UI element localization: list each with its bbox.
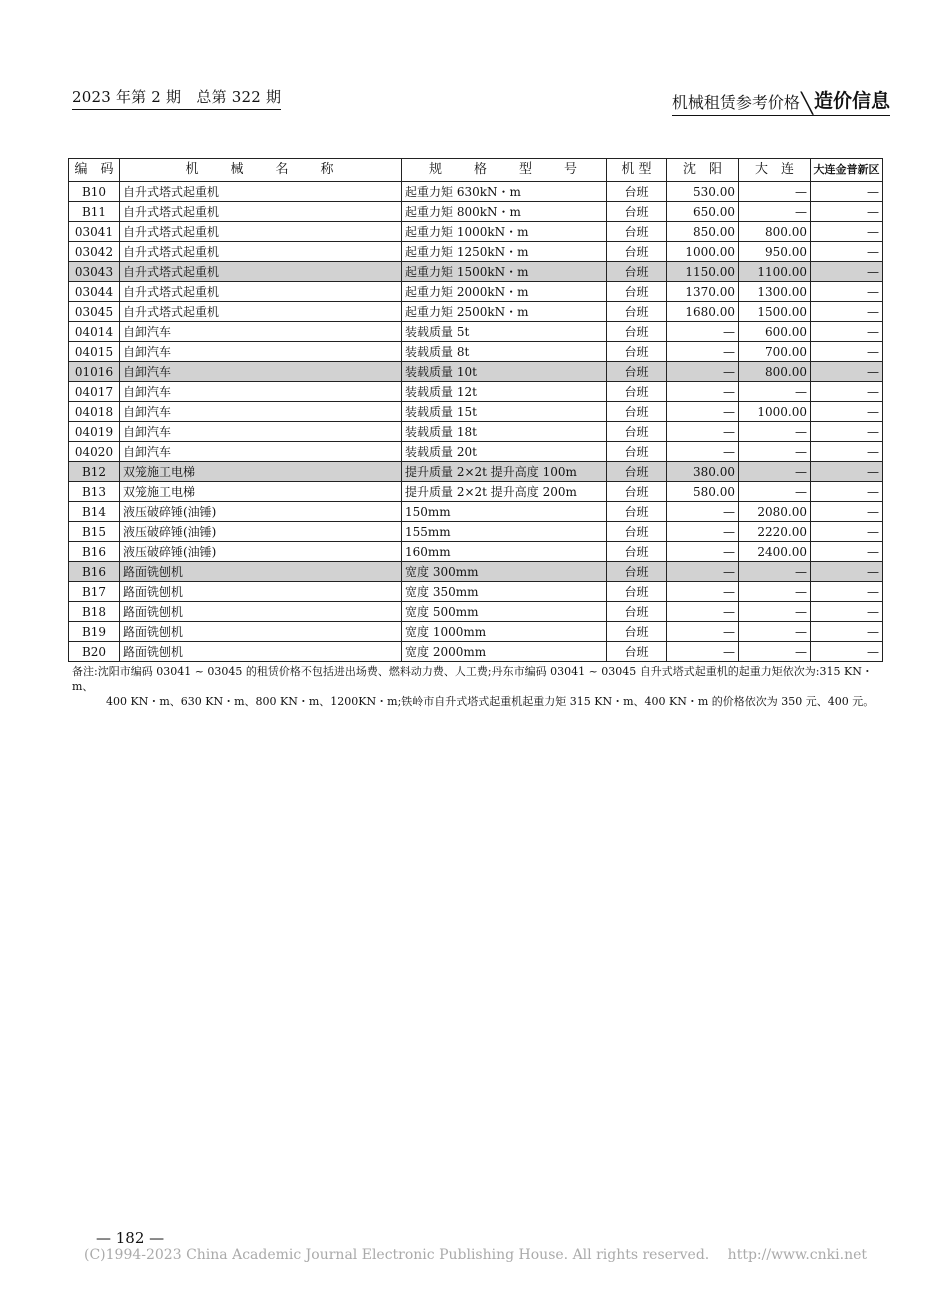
cell-shenyang: — bbox=[667, 562, 739, 582]
cell-type: 台班 bbox=[607, 302, 667, 322]
col-header-spec: 规 格 型 号 bbox=[402, 159, 607, 182]
col-header-type: 机 型 bbox=[607, 159, 667, 182]
cell-shenyang: — bbox=[667, 502, 739, 522]
cell-code: B12 bbox=[69, 462, 120, 482]
cell-jinpu: — bbox=[811, 522, 883, 542]
table-row bbox=[69, 282, 883, 302]
cell-dalian: — bbox=[739, 462, 811, 482]
cell-dalian: — bbox=[739, 182, 811, 202]
cell-type: 台班 bbox=[607, 462, 667, 482]
cell-shenyang: — bbox=[667, 542, 739, 562]
cell-dalian: 1300.00 bbox=[739, 282, 811, 302]
cell-name: 自卸汽车 bbox=[120, 442, 402, 462]
cell-dalian: 1000.00 bbox=[739, 402, 811, 422]
cell-shenyang: — bbox=[667, 582, 739, 602]
cell-shenyang: 1150.00 bbox=[667, 262, 739, 282]
cell-dalian: — bbox=[739, 562, 811, 582]
note-line-1: 备注:沈阳市编码 03041 ~ 03045 的租赁价格不包括进出场费、燃料动力费、人工费;丹东市编码 03041 ~ 03045 自升式塔式起重机的起重力矩依次为:315 KN・m、 bbox=[72, 665, 873, 693]
cell-shenyang: — bbox=[667, 522, 739, 542]
cell-name: 自升式塔式起重机 bbox=[120, 282, 402, 302]
cell-dalian: 700.00 bbox=[739, 342, 811, 362]
section-divider: ╲ bbox=[800, 91, 813, 115]
cell-jinpu: — bbox=[811, 562, 883, 582]
cell-spec: 宽度 1000mm bbox=[402, 622, 607, 642]
cell-type: 台班 bbox=[607, 362, 667, 382]
cell-type: 台班 bbox=[607, 642, 667, 662]
table-row bbox=[69, 422, 883, 442]
table-row bbox=[69, 362, 883, 382]
cell-jinpu: — bbox=[811, 442, 883, 462]
cell-dalian: — bbox=[739, 582, 811, 602]
cell-type: 台班 bbox=[607, 202, 667, 222]
table-row bbox=[69, 462, 883, 482]
cell-shenyang: 380.00 bbox=[667, 462, 739, 482]
cell-dalian: 950.00 bbox=[739, 242, 811, 262]
table-row bbox=[69, 262, 883, 282]
cell-type: 台班 bbox=[607, 582, 667, 602]
cell-spec: 宽度 300mm bbox=[402, 562, 607, 582]
cell-dalian: — bbox=[739, 642, 811, 662]
cell-code: 04015 bbox=[69, 342, 120, 362]
cell-name: 自升式塔式起重机 bbox=[120, 222, 402, 242]
cell-dalian: 600.00 bbox=[739, 322, 811, 342]
cell-dalian: — bbox=[739, 382, 811, 402]
cell-spec: 宽度 350mm bbox=[402, 582, 607, 602]
cell-shenyang: — bbox=[667, 422, 739, 442]
cell-shenyang: 580.00 bbox=[667, 482, 739, 502]
cell-jinpu: — bbox=[811, 202, 883, 222]
cell-code: B10 bbox=[69, 182, 120, 202]
cell-dalian: 2400.00 bbox=[739, 542, 811, 562]
cell-type: 台班 bbox=[607, 182, 667, 202]
cell-spec: 起重力矩 630kN・m bbox=[402, 182, 607, 202]
cell-jinpu: — bbox=[811, 302, 883, 322]
table-row bbox=[69, 442, 883, 462]
table-body bbox=[69, 182, 883, 662]
cell-type: 台班 bbox=[607, 282, 667, 302]
cell-type: 台班 bbox=[607, 262, 667, 282]
table-row bbox=[69, 202, 883, 222]
table-row bbox=[69, 382, 883, 402]
note-line-2: 400 KN・m、630 KN・m、800 KN・m、1200KN・m;铁岭市自升式塔式起重机起重力矩 315 KN・m、400 KN・m 的价格依次为 350 元、400 元。 bbox=[106, 695, 875, 708]
cell-name: 自卸汽车 bbox=[120, 322, 402, 342]
cell-shenyang: 530.00 bbox=[667, 182, 739, 202]
cell-spec: 起重力矩 1250kN・m bbox=[402, 242, 607, 262]
cell-name: 自升式塔式起重机 bbox=[120, 202, 402, 222]
table-row bbox=[69, 642, 883, 662]
table-row bbox=[69, 222, 883, 242]
col-header-code: 编 码 bbox=[69, 159, 120, 182]
cell-jinpu: — bbox=[811, 462, 883, 482]
cell-spec: 装载质量 8t bbox=[402, 342, 607, 362]
cell-dalian: 2220.00 bbox=[739, 522, 811, 542]
cell-jinpu: — bbox=[811, 622, 883, 642]
cell-type: 台班 bbox=[607, 402, 667, 422]
page-number: — 182 — bbox=[96, 1229, 165, 1247]
cell-shenyang: — bbox=[667, 642, 739, 662]
cell-shenyang: — bbox=[667, 622, 739, 642]
cell-jinpu: — bbox=[811, 402, 883, 422]
cell-jinpu: — bbox=[811, 322, 883, 342]
cell-jinpu: — bbox=[811, 382, 883, 402]
cell-code: 01016 bbox=[69, 362, 120, 382]
cell-spec: 150mm bbox=[402, 502, 607, 522]
table-row bbox=[69, 322, 883, 342]
col-header-shenyang: 沈 阳 bbox=[667, 159, 739, 182]
cell-name: 路面铣刨机 bbox=[120, 602, 402, 622]
cell-spec: 起重力矩 1000kN・m bbox=[402, 222, 607, 242]
cell-code: 04014 bbox=[69, 322, 120, 342]
cell-jinpu: — bbox=[811, 602, 883, 622]
cell-jinpu: — bbox=[811, 422, 883, 442]
cell-code: 04018 bbox=[69, 402, 120, 422]
cell-spec: 装载质量 12t bbox=[402, 382, 607, 402]
cell-type: 台班 bbox=[607, 522, 667, 542]
cell-shenyang: 650.00 bbox=[667, 202, 739, 222]
cell-name: 路面铣刨机 bbox=[120, 642, 402, 662]
cell-name: 路面铣刨机 bbox=[120, 582, 402, 602]
table-row bbox=[69, 622, 883, 642]
cell-type: 台班 bbox=[607, 382, 667, 402]
cell-code: 03045 bbox=[69, 302, 120, 322]
cell-jinpu: — bbox=[811, 262, 883, 282]
cell-code: 04019 bbox=[69, 422, 120, 442]
cell-jinpu: — bbox=[811, 362, 883, 382]
cell-dalian: — bbox=[739, 442, 811, 462]
table-row bbox=[69, 402, 883, 422]
copyright-watermark: (C)1994-2023 China Academic Journal Electronic Publishing House. All rights reserved. http://www.cnki.net bbox=[84, 1247, 868, 1263]
cell-name: 自卸汽车 bbox=[120, 382, 402, 402]
cell-name: 路面铣刨机 bbox=[120, 562, 402, 582]
cell-type: 台班 bbox=[607, 482, 667, 502]
cell-name: 液压破碎锤(油锤) bbox=[120, 502, 402, 522]
issue-info: 2023 年第 2 期 总第 322 期 bbox=[72, 86, 281, 110]
table-header-row bbox=[69, 159, 883, 182]
cell-spec: 提升质量 2×2t 提升高度 100m bbox=[402, 462, 607, 482]
section-title bbox=[672, 86, 890, 116]
table-row bbox=[69, 342, 883, 362]
cell-type: 台班 bbox=[607, 342, 667, 362]
table-row bbox=[69, 302, 883, 322]
cell-code: 04020 bbox=[69, 442, 120, 462]
cell-jinpu: — bbox=[811, 582, 883, 602]
cell-code: 03041 bbox=[69, 222, 120, 242]
cell-type: 台班 bbox=[607, 562, 667, 582]
cell-type: 台班 bbox=[607, 222, 667, 242]
cell-name: 自升式塔式起重机 bbox=[120, 182, 402, 202]
cell-name: 自升式塔式起重机 bbox=[120, 302, 402, 322]
cell-name: 双笼施工电梯 bbox=[120, 482, 402, 502]
col-header-dalian: 大 连 bbox=[739, 159, 811, 182]
cell-spec: 装载质量 5t bbox=[402, 322, 607, 342]
cell-type: 台班 bbox=[607, 242, 667, 262]
col-header-name: 机 械 名 称 bbox=[120, 159, 402, 182]
cell-jinpu: — bbox=[811, 502, 883, 522]
cell-name: 双笼施工电梯 bbox=[120, 462, 402, 482]
cell-spec: 起重力矩 1500kN・m bbox=[402, 262, 607, 282]
cell-dalian: 800.00 bbox=[739, 362, 811, 382]
cell-spec: 装载质量 10t bbox=[402, 362, 607, 382]
cell-spec: 装载质量 15t bbox=[402, 402, 607, 422]
cell-name: 自升式塔式起重机 bbox=[120, 242, 402, 262]
cell-code: 04017 bbox=[69, 382, 120, 402]
cell-jinpu: — bbox=[811, 282, 883, 302]
cell-type: 台班 bbox=[607, 442, 667, 462]
cell-dalian: — bbox=[739, 602, 811, 622]
cell-code: B13 bbox=[69, 482, 120, 502]
cell-dalian: — bbox=[739, 202, 811, 222]
cell-name: 自升式塔式起重机 bbox=[120, 262, 402, 282]
table-note bbox=[72, 664, 892, 709]
cell-code: B20 bbox=[69, 642, 120, 662]
table-row bbox=[69, 542, 883, 562]
table-row bbox=[69, 562, 883, 582]
rental-price-table bbox=[68, 158, 883, 662]
cell-shenyang: — bbox=[667, 402, 739, 422]
cell-code: B18 bbox=[69, 602, 120, 622]
table-row bbox=[69, 582, 883, 602]
cell-jinpu: — bbox=[811, 242, 883, 262]
cell-dalian: 1500.00 bbox=[739, 302, 811, 322]
cell-dalian: — bbox=[739, 622, 811, 642]
cell-jinpu: — bbox=[811, 482, 883, 502]
cell-shenyang: — bbox=[667, 602, 739, 622]
cell-dalian: 800.00 bbox=[739, 222, 811, 242]
cell-shenyang: — bbox=[667, 362, 739, 382]
cell-code: B17 bbox=[69, 582, 120, 602]
cell-type: 台班 bbox=[607, 622, 667, 642]
cell-shenyang: — bbox=[667, 382, 739, 402]
cell-code: B19 bbox=[69, 622, 120, 642]
cell-jinpu: — bbox=[811, 222, 883, 242]
cell-dalian: 2080.00 bbox=[739, 502, 811, 522]
cell-name: 液压破碎锤(油锤) bbox=[120, 542, 402, 562]
cell-type: 台班 bbox=[607, 602, 667, 622]
table-row bbox=[69, 602, 883, 622]
cell-code: B16 bbox=[69, 542, 120, 562]
table-row bbox=[69, 522, 883, 542]
cell-type: 台班 bbox=[607, 422, 667, 442]
section-main-title: 造价信息 bbox=[813, 90, 890, 112]
cell-type: 台班 bbox=[607, 322, 667, 342]
table-row bbox=[69, 182, 883, 202]
cell-spec: 宽度 500mm bbox=[402, 602, 607, 622]
cell-spec: 155mm bbox=[402, 522, 607, 542]
col-header-jinpu: 大连金普新区 bbox=[811, 159, 883, 182]
cell-code: B14 bbox=[69, 502, 120, 522]
cell-name: 自卸汽车 bbox=[120, 422, 402, 442]
cell-jinpu: — bbox=[811, 542, 883, 562]
cell-type: 台班 bbox=[607, 502, 667, 522]
cell-jinpu: — bbox=[811, 642, 883, 662]
cell-spec: 起重力矩 800kN・m bbox=[402, 202, 607, 222]
cell-name: 液压破碎锤(油锤) bbox=[120, 522, 402, 542]
cell-name: 路面铣刨机 bbox=[120, 622, 402, 642]
cell-code: B16 bbox=[69, 562, 120, 582]
cell-shenyang: 850.00 bbox=[667, 222, 739, 242]
cell-spec: 起重力矩 2500kN・m bbox=[402, 302, 607, 322]
cell-code: 03043 bbox=[69, 262, 120, 282]
cell-spec: 起重力矩 2000kN・m bbox=[402, 282, 607, 302]
cell-spec: 装载质量 20t bbox=[402, 442, 607, 462]
table-row bbox=[69, 482, 883, 502]
table-row bbox=[69, 242, 883, 262]
cell-shenyang: 1000.00 bbox=[667, 242, 739, 262]
table-row bbox=[69, 502, 883, 522]
cell-shenyang: — bbox=[667, 322, 739, 342]
cell-spec: 装载质量 18t bbox=[402, 422, 607, 442]
cell-shenyang: — bbox=[667, 342, 739, 362]
cell-name: 自卸汽车 bbox=[120, 362, 402, 382]
cell-jinpu: — bbox=[811, 342, 883, 362]
cell-shenyang: 1680.00 bbox=[667, 302, 739, 322]
cell-shenyang: — bbox=[667, 442, 739, 462]
cell-spec: 提升质量 2×2t 提升高度 200m bbox=[402, 482, 607, 502]
cell-spec: 160mm bbox=[402, 542, 607, 562]
cell-dalian: 1100.00 bbox=[739, 262, 811, 282]
cell-code: 03042 bbox=[69, 242, 120, 262]
cell-code: B11 bbox=[69, 202, 120, 222]
section-subtitle: 机械租赁参考价格 bbox=[671, 93, 800, 112]
cell-dalian: — bbox=[739, 482, 811, 502]
cell-code: B15 bbox=[69, 522, 120, 542]
cell-spec: 宽度 2000mm bbox=[402, 642, 607, 662]
cell-name: 自卸汽车 bbox=[120, 342, 402, 362]
cell-dalian: — bbox=[739, 422, 811, 442]
cell-code: 03044 bbox=[69, 282, 120, 302]
cell-name: 自卸汽车 bbox=[120, 402, 402, 422]
cell-jinpu: — bbox=[811, 182, 883, 202]
cell-shenyang: 1370.00 bbox=[667, 282, 739, 302]
cell-type: 台班 bbox=[607, 542, 667, 562]
